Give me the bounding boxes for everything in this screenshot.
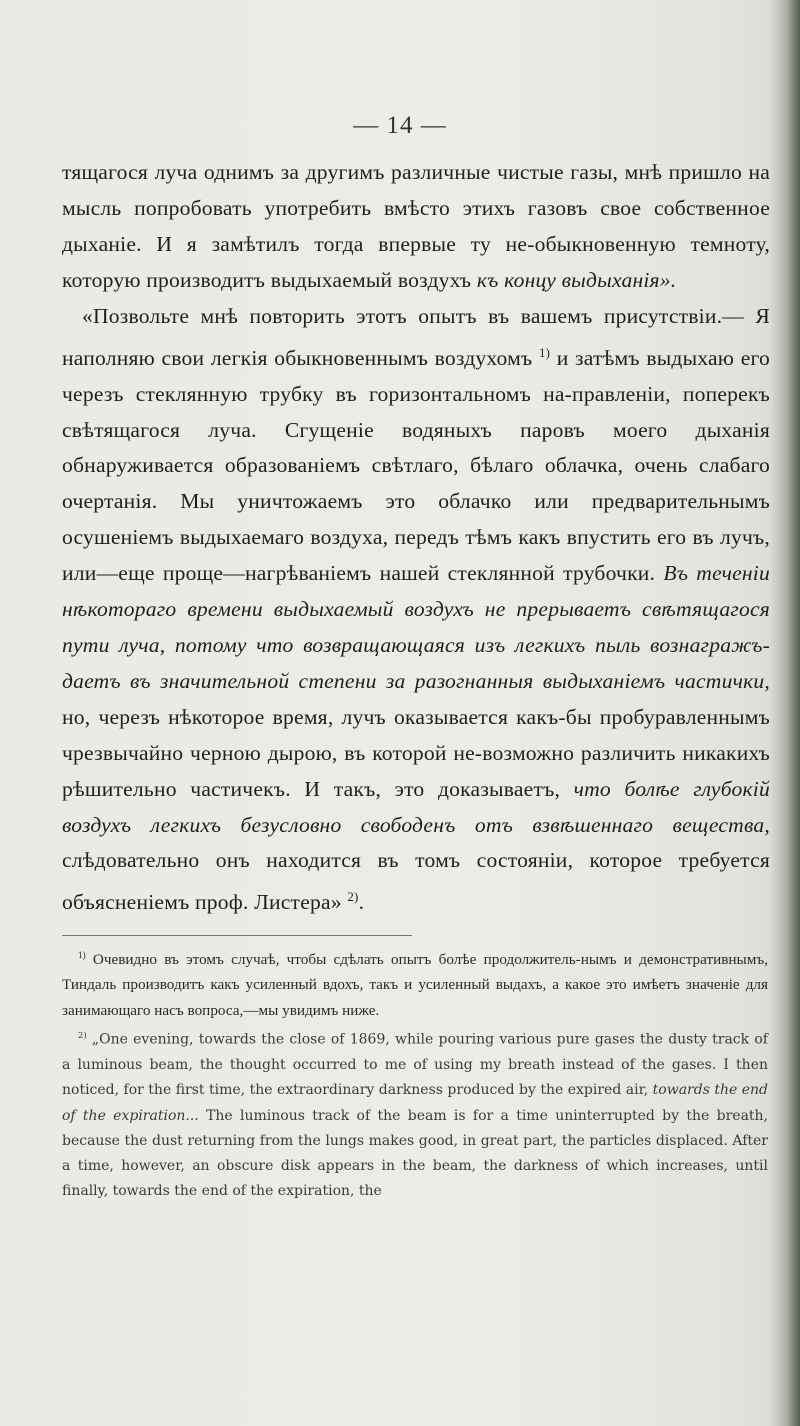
footnote-ref-2-label: 2 [347,889,355,905]
footnote-1-mark-label: 1 [78,950,83,960]
footnote-1-text: Очевидно въ этомъ случаѣ, чтобы сдѣлать опытъ болѣе продолжитель-нымъ и демонстративнымъ, Тиндаль производитъ какъ усиленный вдохъ, такъ и усиленный выдахъ, а какое это имѣетъ значеніе для занимающаго насъ вопроса,—мы увидимъ ниже. [62,951,768,1019]
paragraph-2-text-e: . [358,890,365,915]
footnote-2 [62,1023,768,1205]
paragraph-2-italic-1: Въ теченіи нѣкотораго времени выдыхаемый воздухъ не прерываетъ свѣтящагося пути луча, потому что возвращающаяся изъ легкихъ пыль вознагражъ-даетъ въ значительной степени за разогнанныя выдыханіемъ частички, [62,561,770,693]
paragraph-2-text-b: и затѣмъ выдыхаю его черезъ стеклянную трубку въ горизонтальномъ на-правленіи, поперекъ свѣтящагося луча. Сгущеніе водяныхъ паровъ моего дыханія обнаруживается образованіемъ свѣтлаго, бѣлаго облачка, очень слабаго очертанія. Мы уничтожаемъ это облачко или предварительнымъ осушеніемъ выдыхаемаго воздуха, передъ тѣмъ какъ впустить его въ лучъ, или—еще проще—нагрѣваніемъ нашей стеклянной трубочки. [62,345,770,586]
page-edge-shadow [770,0,800,1426]
paragraph-2-italic-2: что болѣе глубокій воздухъ легкихъ безусловно свободенъ отъ взвѣшеннаго вещества, [62,776,770,837]
main-text [62,155,770,921]
paragraph-2 [62,299,770,922]
paragraph-2-text-a: «Позвольте мнѣ повторить этотъ опытъ въ вашемъ присутствіи.— Я наполняю свои легкія обыкновеннымъ воздухомъ [62,303,770,370]
footnotes [62,943,768,1205]
paragraph-1-text: тящагося луча однимъ за другимъ различные чистые газы, мнѣ пришло на мысль попробовать употребить вмѣсто этихъ газовъ свое собственное дыханіе. И я замѣтилъ тогда впервые ту не-обыкновенную темноту, которую производитъ выдыхаемый воздухъ [62,160,770,292]
footnote-2-italic: towards the end of the expiration... [62,1082,768,1124]
footnote-2-text-b: The luminous track of the beam is for a time uninterrupted by the breath, because the dust returning from the lungs makes good, in great part, the particles displaced. After a time, however, an obscure disk appears in the beam, the darkness of which increases, until finally, towards the end of the expiration, the [62,1107,769,1200]
footnote-divider [62,935,412,936]
paragraph-2-text-d: слѣдовательно онъ находится въ томъ состояніи, которое требуется объясненіемъ проф. Листера» [62,848,770,915]
paragraph-2-text-c: но, черезъ нѣкоторое время, лучъ оказывается какъ-бы пробуравленнымъ чрезвычайно черною дырою, въ которой не-возможно различить никакихъ рѣшительно частичекъ. И такъ, это доказываетъ, [62,704,770,801]
paragraph-1-italic: къ концу выдыханія». [476,267,677,292]
footnote-1-mark: 1) [78,950,86,960]
footnote-1 [62,943,768,1023]
footnote-ref-1[interactable]: 1) [538,344,551,360]
footnote-ref-2[interactable]: 2) [347,889,359,905]
footnote-2-text-a: „One evening, towards the close of 1869, while pouring various pure gases the dusty track of a luminous beam, the thought occurred to me of using my breath instead of the gases. I then noticed, for the first time, the extraordinary darkness produced by the expired air, [62,1031,768,1099]
paragraph-1 [62,155,770,299]
footnote-2-mark-label: 2 [78,1029,84,1040]
footnote-2-mark: 2) [78,1029,87,1040]
page-number: — 14 — [353,112,447,139]
footnote-ref-1-label: 1 [538,344,546,360]
